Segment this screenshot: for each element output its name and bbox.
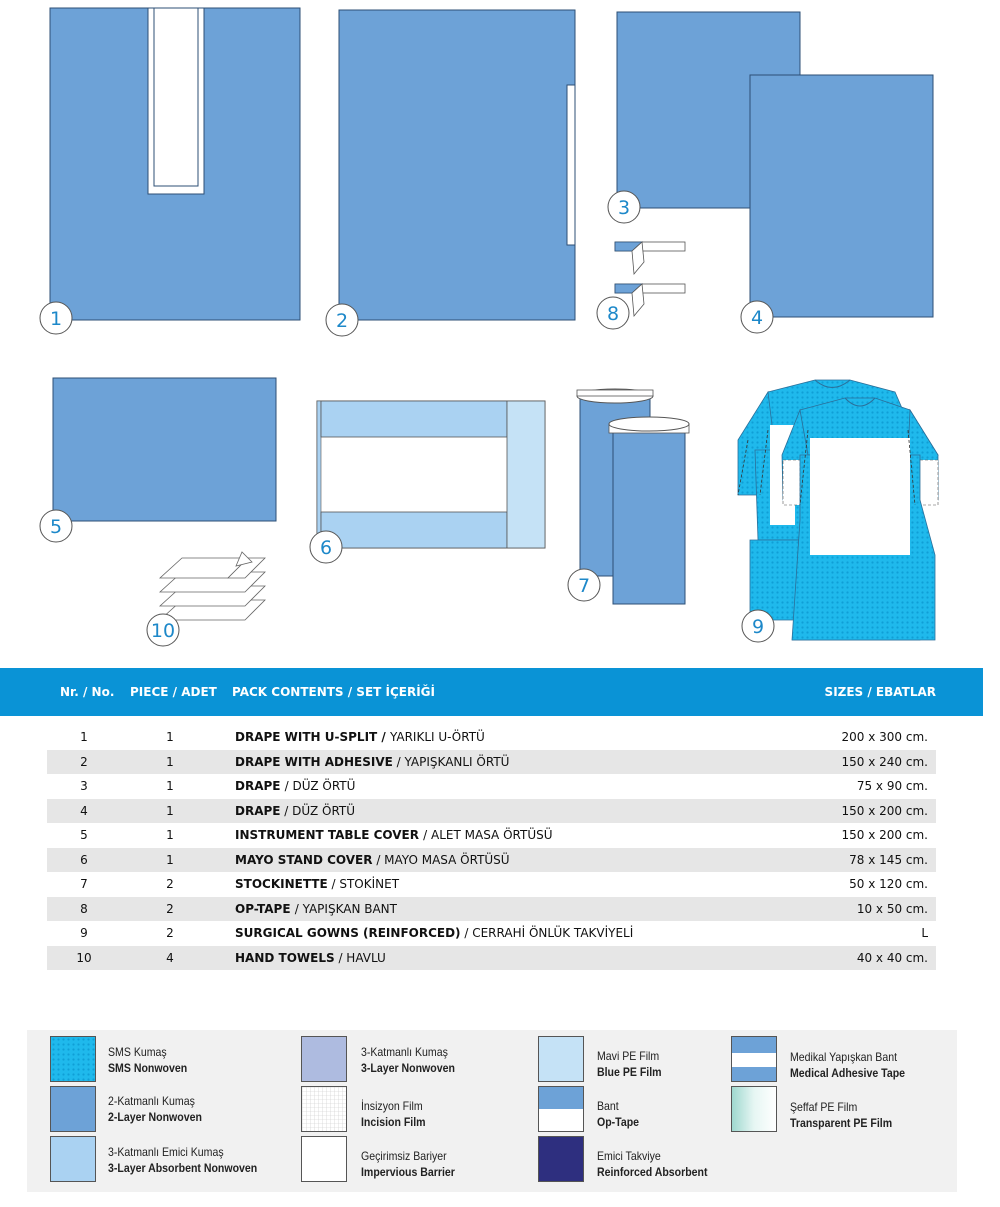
- table-row: [47, 946, 936, 971]
- row-nr: 1: [80, 730, 88, 744]
- legend-item-blue-pe-film: Mavi PE Film Blue PE Film: [597, 1049, 662, 1079]
- figure-number-1: [40, 302, 72, 334]
- figure-number-3: [608, 191, 640, 223]
- header-sizes: SIZES / EBATLAR: [824, 685, 936, 699]
- svg-text:8: 8: [606, 303, 620, 325]
- row-piece: 4: [166, 950, 174, 965]
- row-piece: 1: [166, 803, 174, 818]
- swatch-sms-nonwoven: [50, 1036, 96, 1082]
- row-size: 40 x 40 cm.: [856, 950, 928, 965]
- drape-u-split: [50, 8, 300, 320]
- row-description: DRAPE / DÜZ ÖRTÜ: [235, 803, 356, 818]
- row-nr: 8: [80, 901, 88, 916]
- row-piece: 1: [166, 852, 174, 867]
- row-size: 150 x 240 cm.: [841, 754, 928, 769]
- table-row: [47, 725, 936, 750]
- svg-text:7: 7: [577, 575, 591, 597]
- row-piece: 1: [166, 730, 174, 744]
- svg-text:6: 6: [319, 537, 333, 559]
- mayo-stand-cover: [317, 401, 545, 548]
- figure-number-10: [147, 614, 179, 646]
- row-piece: 1: [166, 754, 174, 769]
- legend-item-medical-adhesive-tape: Medikal Yapışkan Bant Medical Adhesive Tape: [790, 1050, 906, 1080]
- swatch-blue-pe-film: [538, 1036, 584, 1082]
- row-size: L: [921, 926, 928, 940]
- row-size: 75 x 90 cm.: [856, 779, 928, 793]
- table-row: [47, 750, 936, 775]
- row-piece: 2: [166, 926, 174, 940]
- header-piece: PIECE / ADET: [130, 685, 217, 699]
- row-description: HAND TOWELS / HAVLU: [235, 950, 386, 965]
- swatch-transparent-pe-film: [731, 1086, 777, 1132]
- row-nr: 7: [80, 877, 88, 891]
- row-size: 150 x 200 cm.: [841, 828, 928, 842]
- legend-item-sms: SMS Kumaş SMS Nonwoven: [108, 1045, 188, 1075]
- row-description: DRAPE WITH ADHESIVE / YAPIŞKANLI ÖRTÜ: [235, 754, 510, 769]
- figure-number-8: [597, 297, 629, 329]
- swatch-op-tape: [538, 1086, 584, 1132]
- row-description: MAYO STAND COVER / MAYO MASA ÖRTÜSÜ: [235, 852, 510, 867]
- surgical-gowns: [738, 380, 938, 640]
- row-description: OP-TAPE / YAPIŞKAN BANT: [235, 901, 397, 916]
- header-contents: PACK CONTENTS / SET İÇERİĞİ: [232, 685, 435, 699]
- svg-text:10: 10: [150, 620, 176, 642]
- row-size: 50 x 120 cm.: [849, 877, 928, 891]
- pack-contents-table: [47, 725, 936, 970]
- table-row: [47, 799, 936, 824]
- svg-text:1: 1: [49, 308, 63, 330]
- row-description: DRAPE / DÜZ ÖRTÜ: [235, 779, 356, 793]
- row-description: INSTRUMENT TABLE COVER / ALET MASA ÖRTÜSÜ: [235, 828, 553, 842]
- row-nr: 5: [80, 828, 88, 842]
- figure-number-4: [741, 301, 773, 333]
- row-description: STOCKINETTE / STOKİNET: [235, 877, 400, 891]
- swatch-incision-film: [301, 1086, 347, 1132]
- legend-item-2-layer: 2-Katmanlı Kumaş 2-Layer Nonwoven: [108, 1094, 202, 1124]
- figure-number-2: [326, 304, 358, 336]
- row-size: 150 x 200 cm.: [841, 803, 928, 818]
- row-nr: 10: [76, 950, 92, 965]
- svg-text:3: 3: [617, 197, 631, 219]
- figure-number-5: [40, 510, 72, 542]
- swatch-impervious-barrier: [301, 1136, 347, 1182]
- row-nr: 3: [80, 779, 88, 793]
- figure-number-9: [742, 610, 774, 642]
- table-row: [47, 774, 936, 799]
- row-description: DRAPE WITH U-SPLIT / YARIKLI U-ÖRTÜ: [235, 730, 485, 744]
- swatch-medical-adhesive-tape: [731, 1036, 777, 1082]
- svg-text:2: 2: [335, 310, 349, 332]
- table-row: [47, 897, 936, 922]
- table-row: [47, 921, 936, 946]
- swatch-reinforced-absorbent: [538, 1136, 584, 1182]
- swatch-2-layer-nonwoven: [50, 1086, 96, 1132]
- hand-towels: [160, 552, 265, 620]
- legend-item-transparent-pe-film: Şeffaf PE Film Transparent PE Film: [790, 1100, 893, 1130]
- row-piece: 1: [166, 779, 174, 793]
- table-row: [47, 848, 936, 873]
- material-legend: [27, 1030, 957, 1192]
- swatch-3-layer-nonwoven: [301, 1036, 347, 1082]
- swatch-3-layer-absorbent: [50, 1136, 96, 1182]
- svg-text:5: 5: [49, 516, 63, 538]
- drape-large: [750, 75, 933, 317]
- legend-item-3-layer-absorbent: 3-Katmanlı Emici Kumaş 3-Layer Absorbent Nonwoven: [108, 1145, 258, 1175]
- legend-item-3-layer: 3-Katmanlı Kumaş 3-Layer Nonwoven: [361, 1045, 455, 1075]
- row-nr: 9: [80, 926, 88, 940]
- header-nr: Nr. / No.: [60, 685, 115, 699]
- row-piece: 2: [166, 877, 174, 891]
- instrument-table-cover: [53, 378, 276, 521]
- row-piece: 1: [166, 828, 174, 842]
- row-nr: 4: [80, 803, 88, 818]
- row-nr: 6: [80, 852, 88, 867]
- figure-number-6: [310, 531, 342, 563]
- legend-item-incision-film: İnsizyon Film Incision Film: [361, 1099, 426, 1129]
- row-size: 200 x 300 cm.: [841, 730, 928, 744]
- legend-item-op-tape: Bant Op-Tape: [597, 1099, 640, 1129]
- svg-text:9: 9: [751, 616, 765, 638]
- figure-number-7: [568, 569, 600, 601]
- drape-with-adhesive: [339, 10, 575, 320]
- row-description: SURGICAL GOWNS (REINFORCED) / CERRAHİ ÖNLÜK TAKVİYELİ: [235, 926, 634, 940]
- row-size: 10 x 50 cm.: [856, 901, 928, 916]
- svg-text:4: 4: [750, 307, 764, 329]
- legend-item-reinforced-absorbent: Emici Takviye Reinforced Absorbent: [597, 1149, 708, 1179]
- table-row: [47, 823, 936, 848]
- row-piece: 2: [166, 901, 174, 916]
- table-row: [47, 872, 936, 897]
- row-nr: 2: [80, 754, 88, 769]
- table-header: [0, 668, 983, 716]
- row-size: 78 x 145 cm.: [849, 852, 928, 867]
- legend-item-impervious-barrier: Geçirimsiz Bariyer Impervious Barrier: [361, 1149, 455, 1179]
